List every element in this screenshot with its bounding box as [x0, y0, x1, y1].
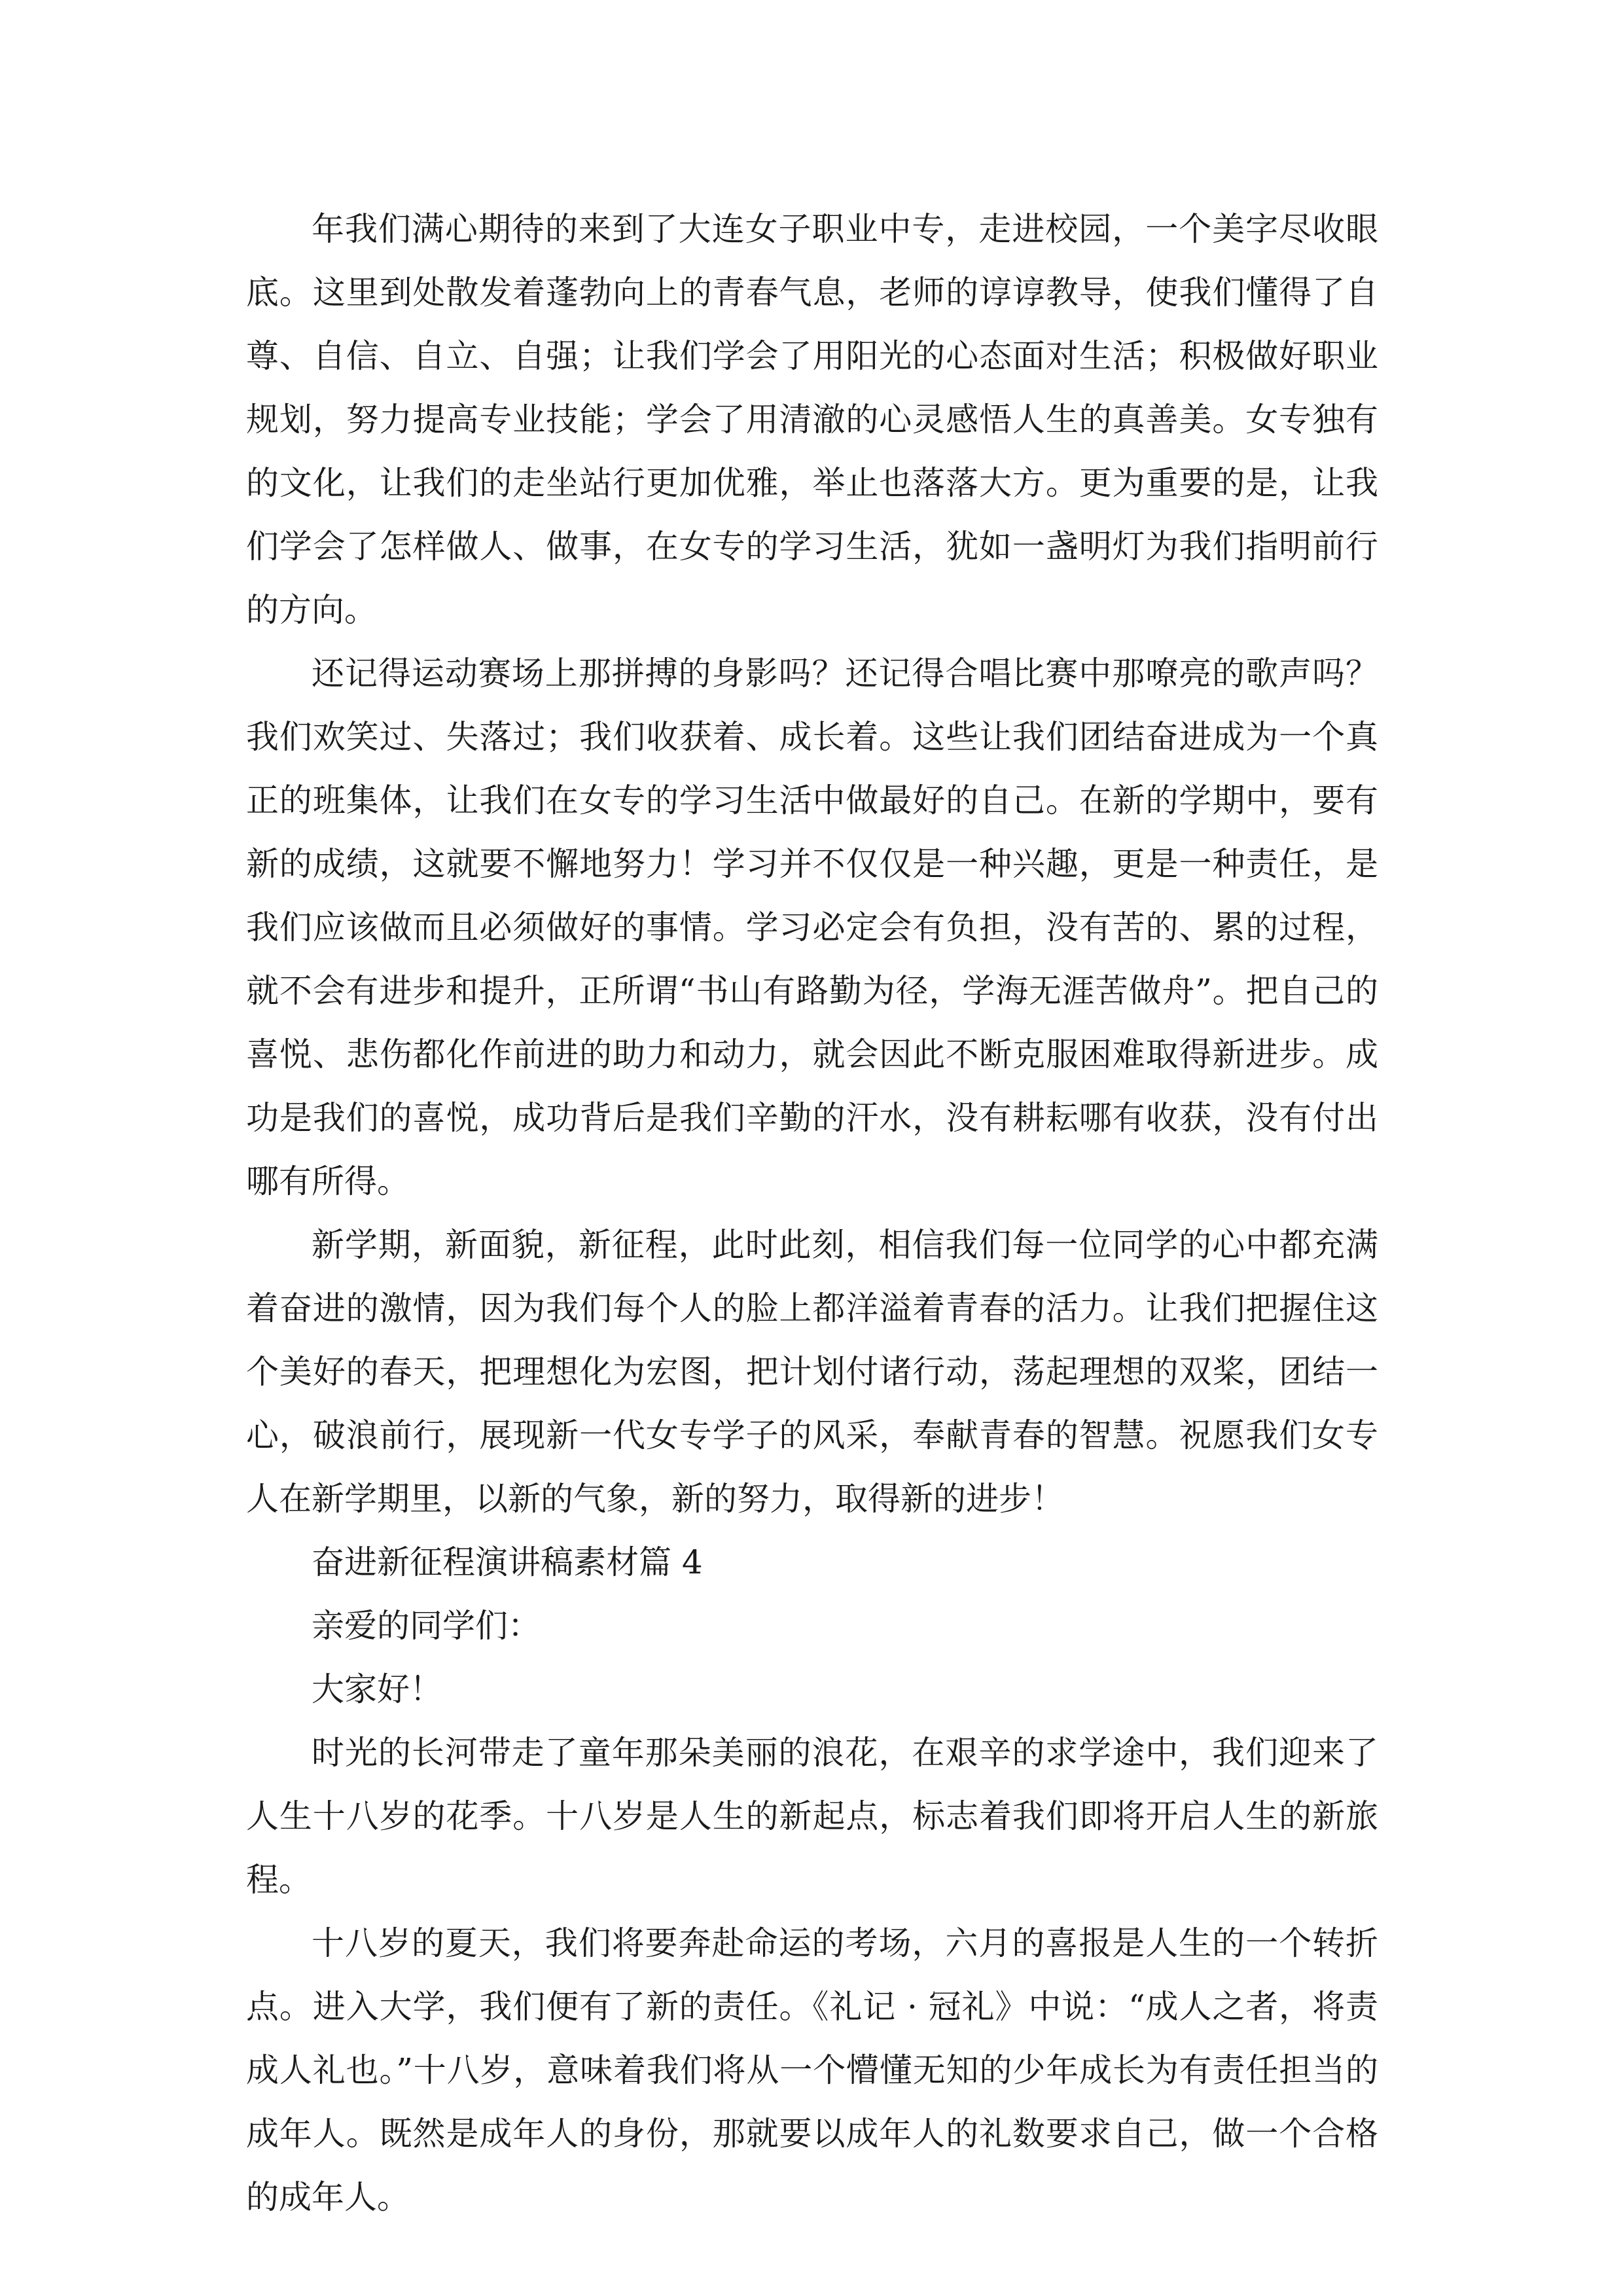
paragraph: 新学期，新面貌，新征程，此时此刻，相信我们每一位同学的心中都充满着奋进的激情，因为我们每个人的脸上都洋溢着青春的活力。让我们把握住这个美好的春天，把理想化为宏图，把计划付诸行动，荡起理想的双桨，团结一心，破浪前行，展现新一代女专学子的风采，奉献青春的智慧。祝愿我们女专人在新学期里，以新的气象，新的努力，取得新的进步！ — [246, 1226, 1378, 1518]
greeting: 大家好！ — [312, 1670, 442, 1708]
paragraph: 时光的长河带走了童年那朵美丽的浪花，在艰辛的求学途中，我们迎来了人生十八岁的花季。十八岁是人生的新起点，标志着我们即将开启人生的新旅程。 — [246, 1734, 1378, 1899]
paragraph: 年我们满心期待的来到了大连女子职业中专，走进校园，一个美字尽收眼底。这里到处散发着蓬勃向上的青春气息，老师的谆谆教导，使我们懂得了自尊、自信、自立、自强；让我们学会了用阳光的心态面对生活；积极做好职业规划，努力提高专业技能；学会了用清澈的心灵感悟人生的真善美。女专独有的文化，让我们的走坐站行更加优雅，举止也落落大方。更为重要的是，让我们学会了怎样做人、做事，在女专的学习生活，犹如一盏明灯为我们指明前行的方向。 — [246, 210, 1378, 629]
salutation: 亲爱的同学们： — [312, 1607, 541, 1645]
section-heading: 奋进新征程演讲稿素材篇 4 — [312, 1543, 703, 1581]
paragraph: 十八岁的夏天，我们将要奔赴命运的考场，六月的喜报是人生的一个转折点。进入大学，我们便有了新的责任。《礼记 · 冠礼》中说：“成人之者，将责成人礼也。”十八岁，意味着我们将从一个懵懂无知的少年成长为有责任担当的成年人。既然是成年人的身份，那就要以成年人的礼数要求自己，做一个合格的成年人。 — [246, 1924, 1378, 2216]
paragraph: 还记得运动赛场上那拼搏的身影吗？还记得合唱比赛中那嘹亮的歌声吗？我们欢笑过、失落过；我们收获着、成长着。这些让我们团结奋进成为一个真正的班集体，让我们在女专的学习生活中做最好的自己。在新的学期中，要有新的成绩，这就要不懈地努力！学习并不仅仅是一种兴趣，更是一种责任，是我们应该做而且必须做好的事情。学习必定会有负担，没有苦的、累的过程，就不会有进步和提升，正所谓“书山有路勤为径，学海无涯苦做舟”。把自己的喜悦、悲伤都化作前进的助力和动力，就会因此不断克服困难取得新进步。成功是我们的喜悦，成功背后是我们辛勤的汗水，没有耕耘哪有收获，没有付出哪有所得。 — [246, 655, 1378, 1200]
document-body — [246, 198, 1378, 2229]
